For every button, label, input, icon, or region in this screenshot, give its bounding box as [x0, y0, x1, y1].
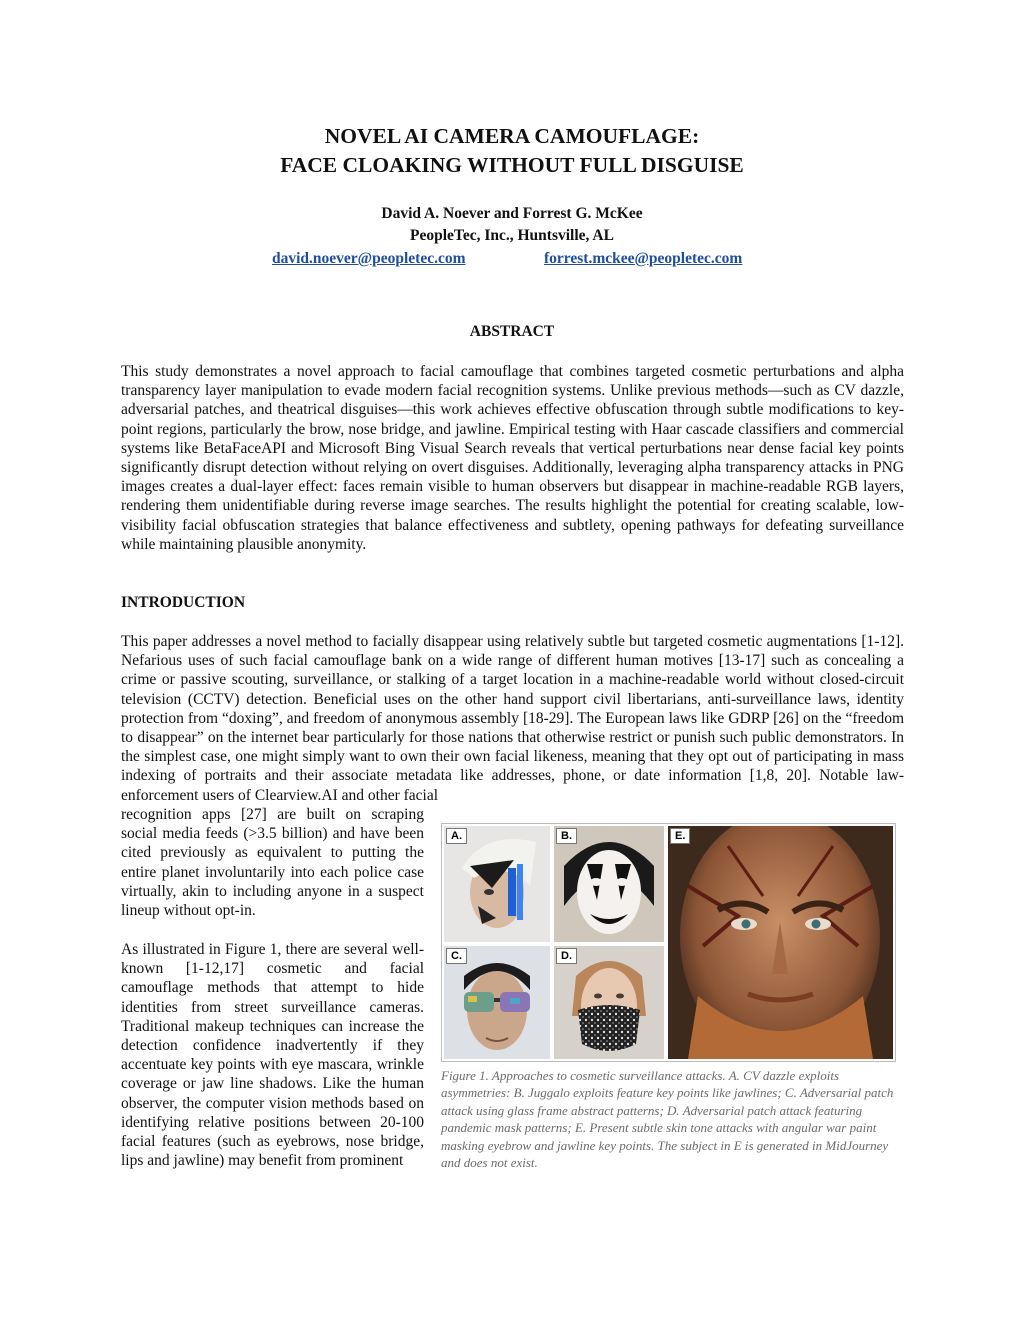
author-block — [0, 203, 1024, 247]
abstract-heading: ABSTRACT — [469, 323, 555, 340]
author-names: David A. Noever and Forrest G. McKee — [381, 205, 643, 222]
figure-panel-e — [668, 826, 893, 1059]
introduction-heading: INTRODUCTION — [121, 594, 246, 611]
panel-label-b: B. — [556, 828, 577, 844]
panel-label-a: A. — [446, 828, 467, 844]
panel-label-c: C. — [446, 948, 467, 964]
email-link-noever[interactable]: david.noever@peopletec.com — [272, 250, 466, 267]
figure-panel-b — [554, 826, 664, 942]
war-paint-face-image — [668, 826, 893, 1059]
affiliation: PeopleTec, Inc., Huntsville, AL — [410, 227, 614, 244]
intro-column-text-2: As illustrated in Figure 1, there are several well-known [1-12,17] cosmetic and facial camouflage methods that attempt to hide identities from street surveillance cameras. Traditional makeup techniques can increase the detection confidence inadvertently if they accentuate key points with eye mascara, wrinkle coverage or jaw line shadows. Like the human observer, the computer vision methods based on identifying relative positions between 20-100 facial features (such as eyebrows, nose bridge, lips and jawline) may benefit from prominent — [121, 941, 424, 1170]
intro-column-text-1: recognition apps [27] are built on scraping social media feeds (>3.5 billion) and have been cited previously as equivalent to putting the entire planet involuntarily into each police case virtually, akin to including anyone in a suspect lineup without opt-in. — [121, 806, 424, 920]
figure-panel-c — [444, 946, 550, 1059]
figure-panel-d — [554, 946, 664, 1059]
figure-panel-a — [444, 826, 550, 942]
paper-title — [0, 122, 1024, 180]
figure-1 — [441, 823, 896, 1062]
email-link-mckee[interactable]: forrest.mckee@peopletec.com — [544, 250, 743, 267]
title-line-1: NOVEL AI CAMERA CAMOUFLAGE: — [324, 124, 700, 148]
panel-label-d: D. — [556, 948, 577, 964]
email-row — [0, 248, 1024, 270]
figure-caption: Figure 1. Approaches to cosmetic surveillance attacks. A. CV dazzle exploits asymmetries: B. Juggalo exploits feature key points like jawlines; C. Adversarial patch attack using glass frame abstract patterns; D. Adversarial patch attack featuring pandemic mask patterns; E. Present subtle skin tone attacks with angular war paint masking eyebrow and jawline key points. The subject in E is generated in MidJourney and does not exist. — [441, 1068, 894, 1171]
panel-label-e: E. — [670, 828, 690, 844]
intro-paragraph-1: This paper addresses a novel method to facially disappear using relatively subtle but targeted cosmetic augmentations [1-12]. Nefarious uses of such facial camouflage bank on a wide range of different human motives [13-17] such as concealing a crime or passive scouting, surveillance, or stalking of a target location in a machine-readable world without closed-circuit television (CCTV) detection. Beneficial uses on the other hand support civil libertarians, anti-surveillance laws, identity protection from “doxing”, and freedom of anonymous assembly [18-29]. The European laws like GDRP [26] on the “freedom to disappear” on the internet bear particularly for those nations that otherwise restrict or punish such public demonstrators. In the simplest case, one might simply want to own their own facial likeness, meaning that they opt out of participating in mass indexing of portraits and their associate metadata like addresses, phone, or date information [1,8, 20]. Notable law-enforcement users of Clearview.AI and other facial — [121, 633, 904, 804]
title-line-2: FACE CLOAKING WITHOUT FULL DISGUISE — [280, 153, 744, 177]
abstract-text: This study demonstrates a novel approach to facial camouflage that combines targeted cosmetic perturbations and alpha transparency layer manipulation to evade modern facial recognition systems. Unlike previous methods—such as CV dazzle, adversarial patches, and theatrical disguises—this work achieves effective obfuscation through subtle modifications to key-point regions, particularly the brow, nose bridge, and jawline. Empirical testing with Haar cascade classifiers and commercial systems like BetaFaceAPI and Microsoft Bing Visual Search reveals that vertical perturbations near dense facial key points significantly disrupt detection without relying on overt disguises. Additionally, leveraging alpha transparency attacks in PNG images creates a dual-layer effect: faces remain visible to human observers but disappear in machine-readable RGB layers, rendering them unidentifiable during reverse image searches. The results highlight the potential for creating scalable, low-visibility facial obfuscation strategies that balance effectiveness and subtlety, opening pathways for defeating surveillance while maintaining plausible anonymity. — [121, 363, 904, 553]
